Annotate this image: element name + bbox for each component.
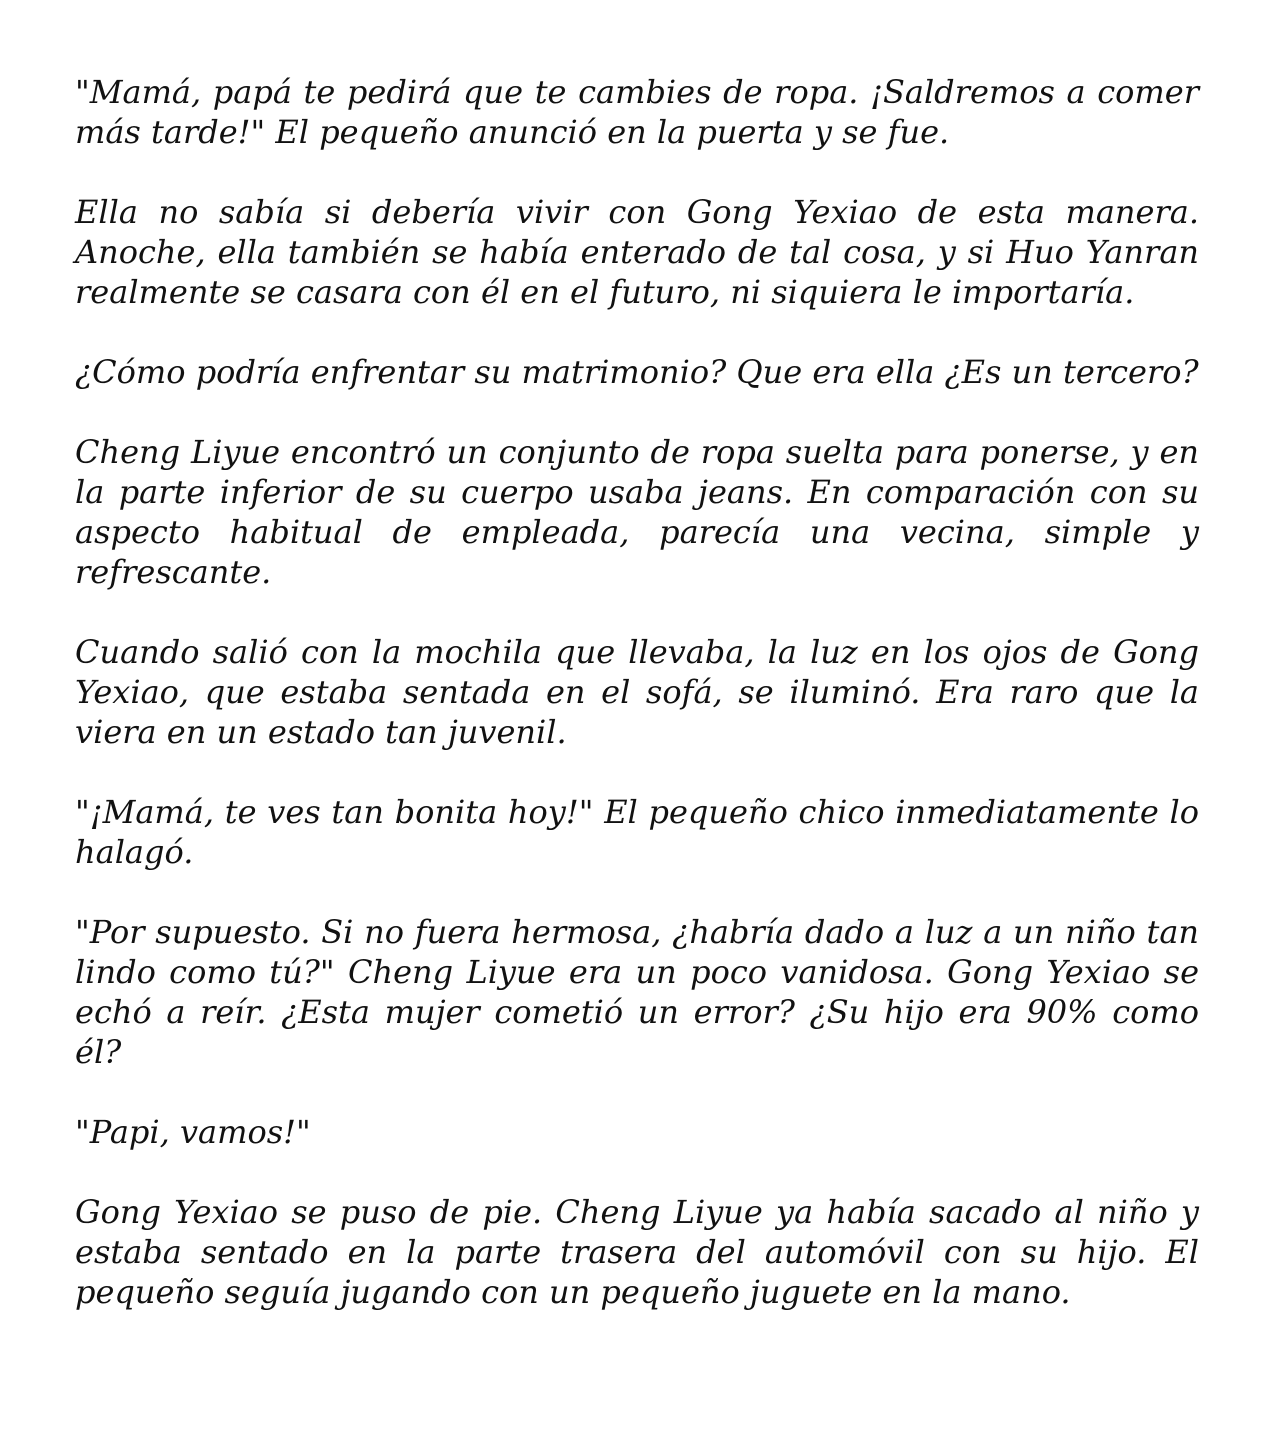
paragraph-6: "¡Mamá, te ves tan bonita hoy!" El pequeño chico inmediatamente lo halagó. bbox=[75, 793, 1199, 871]
paragraph-9: Gong Yexiao se puso de pie. Cheng Liyue ya había sacado al niño y estaba sentado en la parte trasera del automóvil con su hijo. El pequeño seguía jugando con un pequeño juguete en la mano. bbox=[75, 1193, 1199, 1311]
paragraph-4: Cheng Liyue encontró un conjunto de ropa suelta para ponerse, y en la parte inferior de su cuerpo usaba jeans. En comparación con su aspecto habitual de empleada, parecía una vecina, simple y refrescante. bbox=[75, 433, 1199, 591]
paragraph-5: Cuando salió con la mochila que llevaba, la luz en los ojos de Gong Yexiao, que estaba sentada en el sofá, se iluminó. Era raro que la viera en un estado tan juvenil. bbox=[75, 633, 1199, 751]
paragraph-1: "Mamá, papá te pedirá que te cambies de ropa. ¡Saldremos a comer más tarde!" El pequeño anunció en la puerta y se fue. bbox=[75, 73, 1199, 151]
paragraph-3: ¿Cómo podría enfrentar su matrimonio? Que era ella ¿Es un tercero? bbox=[75, 353, 1199, 391]
paragraph-8: "Papi, vamos!" bbox=[75, 1113, 311, 1151]
paragraph-7: "Por supuesto. Si no fuera hermosa, ¿habría dado a luz a un niño tan lindo como tú?" Cheng Liyue era un poco vanidosa. Gong Yexiao se echó a reír. ¿Esta mujer cometió un error? ¿Su hijo era 90% como él? bbox=[75, 913, 1199, 1071]
paragraph-2: Ella no sabía si debería vivir con Gong Yexiao de esta manera. Anoche, ella también se había enterado de tal cosa, y si Huo Yanran realmente se casara con él en el futuro, ni siquiera le importaría. bbox=[75, 193, 1199, 311]
document-page bbox=[75, 72, 1199, 1312]
